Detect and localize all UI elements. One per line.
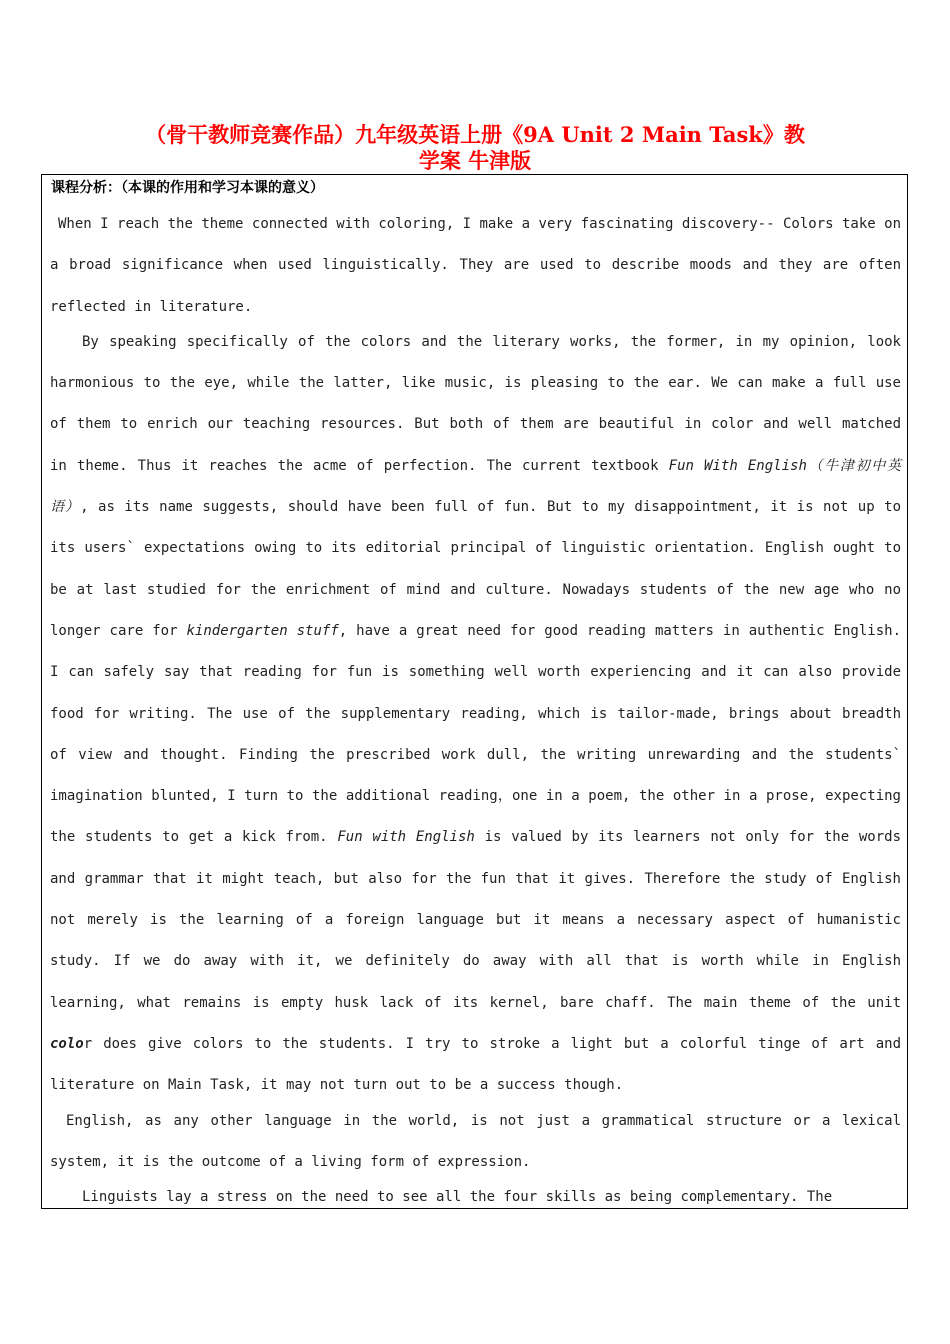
paragraph-3: English, as any other language in the world, is not just a grammatical structure or a lexical system, it is the outcome of a living form of expression. <box>50 1112 901 1170</box>
title-line-1: （骨干教师竞赛作品）九年级英语上册《9A Unit 2 Main Task》教 <box>145 122 805 147</box>
paragraph-2-text-a: By speaking specifically of the colors and the literary works, the former, in my opinion, look harmonious to the eye, while the latter, like music, is pleasing to the ear. We can make a full use of them to enrich our teaching resources. But both of them are beautiful in color and well matched in theme. Thus it reaches the acme of perfection. The current textbook <box>50 333 901 474</box>
document-title <box>60 122 890 174</box>
emphasized-word: colo <box>50 1035 84 1052</box>
section-label: 课程分析：（本课的作用和学习本课的意义） <box>51 180 324 196</box>
textbook-title: Fun With English（牛津初中英语） <box>50 457 901 516</box>
paragraph-2 <box>50 322 901 1107</box>
textbook-title-2: Fun with English <box>337 829 475 846</box>
paragraph-1: When I reach the theme connected with coloring, I make a very fascinating discovery-- Colors take on a broad significance when used linguistically. They are used to describe moods and they are often reflected in literature. <box>50 216 901 315</box>
paragraph-4: Linguists lay a stress on the need to see all the four skills as being complementary. The <box>82 1189 833 1206</box>
paragraph-2-text-c: , as its name suggests, should have been full of fun. But to my disappointment, it is not up to its users` expectations owing to its editorial principal of linguistic orientation. English ought to be at last studied for the enrichment of mind and culture. Nowadays students of the new age who no longer care for <box>50 499 901 639</box>
paragraph-2-text-i: r does give colors to the students. I try to stroke a light but a colorful tinge of art and literature on Main Task, it may not turn out to be a success though. <box>50 1035 901 1094</box>
paragraph-2-text-e: , have a great need for good reading matters in authentic English. I can safely say that reading for fun is something well worth experiencing and it can also provide food for writing. The use of the supplementary reading, which is tailor-made, brings about breadth of view and thought. Finding the prescribed work dull, the writing unrewarding and the students` imagination blunted, I turn to the additional reading，one in a poem, the other in a prose, expecting the students to get a kick from. <box>50 622 902 846</box>
paragraph-2-text-g: is valued by its learners not only for the words and grammar that it might teach, but also for the fun that it gives. Therefore the study of English not merely is the learning of a foreign language but it means a necessary aspect of humanistic study. If we do away with it, we definitely do away with all that is worth while in English learning, what remains is empty husk lack of its kernel, bare chaff. The main theme of the unit <box>50 829 902 1011</box>
body-text <box>50 204 901 1209</box>
course-analysis-box <box>41 174 908 1209</box>
italic-phrase: kindergarten stuff <box>186 622 339 639</box>
title-line-2: 学案 牛津版 <box>418 148 532 173</box>
